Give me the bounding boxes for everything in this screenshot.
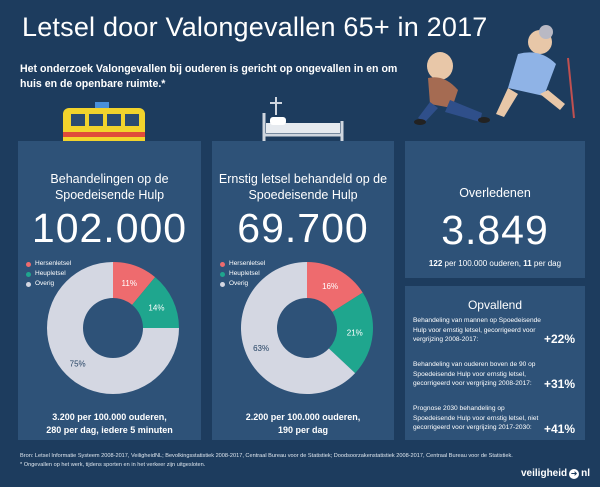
legend-label: Heupletsel (35, 270, 66, 277)
source-note (20, 452, 540, 470)
arrow-icon: ➜ (570, 469, 578, 478)
notable-item-3-text: Prognose 2030 behandeling op Spoedeisende Hulp voor ernstig letsel, niet gecorrigeerd voor vergrijzing 2017-2030: (413, 405, 539, 431)
panel1-title: Behandelingen op de Spoedeisende Hulp (50, 172, 169, 202)
panel1-text-1: 3.200 per 100.000 ouderen, (52, 412, 167, 422)
source-line-2: * Ongevallen op het werk, tijdens sporten en in het verkeer zijn uitgesloten. (20, 462, 206, 468)
legend-dot (220, 272, 225, 277)
panel-emergency-treatments (18, 141, 201, 440)
panel2-title: Ernstig letsel behandeld op de Spoedeisende Hulp (218, 172, 388, 202)
panel-serious-injuries (212, 141, 394, 440)
donut-label: 21% (346, 328, 363, 338)
legend-dot (220, 262, 225, 267)
donut-label: 16% (322, 281, 339, 291)
notable-item-1-value: +22% (543, 332, 575, 346)
page-title: Letsel door Valongevallen 65+ in 2017 (22, 12, 488, 42)
panel3-text-bold2: 11 (523, 259, 532, 268)
panel3-number: 3.849 (441, 207, 549, 253)
panel1-text-2: 280 per dag, iedere 5 minuten (46, 425, 173, 435)
brand-suffix: nl (581, 468, 591, 479)
panel2-text-1: 2.200 per 100.000 ouderen, (245, 412, 361, 422)
panel3-text-mid: per 100.000 ouderen, (442, 259, 524, 268)
brand-name: veiligheid (521, 468, 568, 479)
panel1-number: 102.000 (31, 205, 188, 251)
legend-label: Heupletsel (229, 270, 260, 277)
notable-item-2-text: Behandeling van ouderen boven de 90 op Spoedeisende Hulp voor ernstig letsel, gecorrigeerd voor vergrijzing 2008-2017: (413, 361, 536, 387)
falling-elderly-icon (400, 18, 580, 130)
donut-chart-2 (234, 255, 380, 401)
donut-label: 11% (121, 278, 137, 288)
legend-label: Overig (229, 280, 249, 287)
legend-dot (220, 282, 225, 287)
legend-dot (26, 262, 31, 267)
donut-label: 75% (69, 359, 86, 369)
panel3-text-end: per dag (531, 259, 562, 268)
donut-label: 63% (253, 343, 270, 353)
panel2-number: 69.700 (237, 205, 369, 251)
legend-label: Overig (35, 280, 55, 287)
panel-deaths (405, 141, 585, 278)
panel3-title: Overledenen (459, 186, 531, 200)
panel-notable (405, 286, 585, 440)
intro-text: Het onderzoek Valongevallen bij ouderen is gericht op ongevallen in en om huis en de openbare ruimte.* (20, 63, 398, 90)
brand-logo (521, 468, 590, 479)
legend-dot (26, 272, 31, 277)
notable-item-3-value: +41% (543, 422, 575, 436)
panel4-title: Opvallend (467, 298, 523, 312)
donut-label: 14% (148, 303, 165, 313)
notable-item-2-value: +31% (543, 377, 575, 391)
legend-label: Hersenletsel (35, 260, 72, 267)
panel3-text (405, 257, 585, 270)
source-line-1: Bron: Letsel Informatie Systeem 2008-2017, VeiligheidNL; Bevolkingsstatistiek 2008-2017, Centraal Bureau voor de Statistiek; Doodsoorzakenstatistiek 2008-2017, Centraal Bureau voor de Statistiek. (20, 453, 513, 459)
legend-dot (26, 282, 31, 287)
panel3-text-bold1: 122 (428, 259, 443, 268)
notable-item-1-text: Behandeling van mannen op Spoedeisende Hulp voor ernstig letsel, gecorrigeerd voor vergrijzing 2008-2017: (413, 317, 541, 343)
legend-label: Hersenletsel (229, 260, 266, 267)
donut-chart-1 (40, 255, 186, 401)
panel2-text-2: 190 per dag (277, 425, 329, 435)
